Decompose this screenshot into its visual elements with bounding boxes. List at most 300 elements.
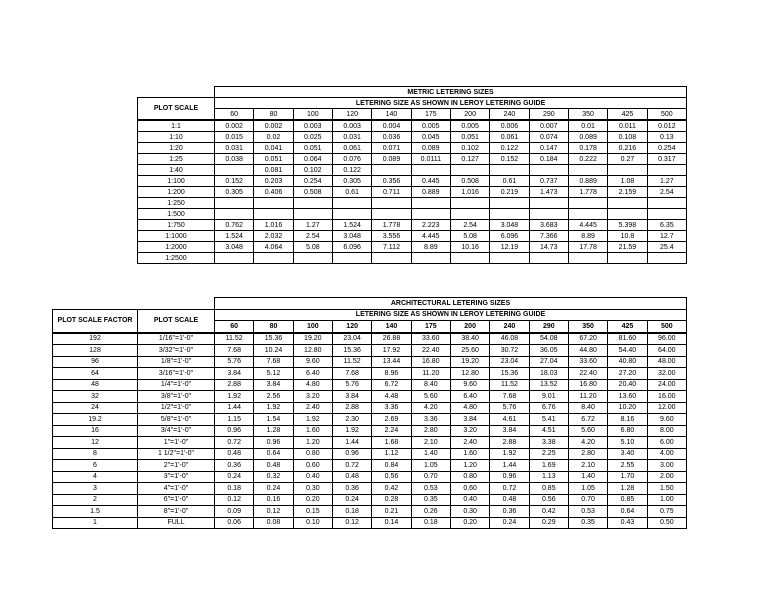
- arch-cell: 54.08: [529, 333, 568, 345]
- table-row: [138, 165, 687, 176]
- metric-cell: 2.54: [450, 220, 489, 231]
- metric-cell: 0.147: [529, 143, 568, 154]
- metric-cell: 0.711: [372, 187, 411, 198]
- arch-cell: 0.16: [254, 494, 293, 506]
- arch-cell: 1.15: [215, 414, 254, 426]
- arch-row-scale: 3"=1'-0": [138, 471, 215, 483]
- metric-cell: [215, 165, 254, 176]
- arch-cell: 0.96: [215, 425, 254, 437]
- arch-column-header: 80: [254, 321, 293, 333]
- metric-cell: 0.889: [568, 176, 607, 187]
- metric-column-header: 140: [372, 109, 411, 121]
- table-row: [53, 333, 687, 345]
- arch-cell: 19.20: [450, 356, 489, 368]
- arch-cell: 0.12: [215, 494, 254, 506]
- arch-cell: 0.48: [332, 471, 371, 483]
- metric-cell: 0.002: [254, 120, 293, 132]
- metric-cell: 2.223: [411, 220, 450, 231]
- arch-cell: 1.12: [372, 448, 411, 460]
- arch-cell: 18.03: [529, 368, 568, 380]
- arch-row-scale: 8"=1'-0": [138, 506, 215, 518]
- arch-cell: 0.96: [332, 448, 371, 460]
- metric-cell: 14.73: [529, 242, 568, 253]
- arch-cell: 1.05: [411, 460, 450, 472]
- arch-cell: 0.36: [215, 460, 254, 472]
- arch-cell: 4.80: [450, 402, 489, 414]
- arch-cell: 1.60: [450, 448, 489, 460]
- arch-cell: 0.24: [490, 517, 529, 529]
- arch-column-header: 120: [332, 321, 371, 333]
- metric-cell: 0.038: [215, 154, 254, 165]
- arch-cell: 12.00: [647, 402, 686, 414]
- table-row: [138, 154, 687, 165]
- table-row: [53, 506, 687, 518]
- arch-cell: 0.42: [529, 506, 568, 518]
- metric-column-header: 100: [293, 109, 332, 121]
- arch-cell: 3.84: [254, 379, 293, 391]
- arch-cell: 0.30: [450, 506, 489, 518]
- arch-cell: 0.15: [293, 506, 332, 518]
- arch-cell: 13.52: [529, 379, 568, 391]
- arch-column-header: 500: [647, 321, 686, 333]
- arch-cell: 13.44: [372, 356, 411, 368]
- arch-row-factor: 8: [53, 448, 138, 460]
- arch-cell: 32.00: [647, 368, 686, 380]
- metric-column-header: 500: [647, 109, 686, 121]
- table-row: [138, 231, 687, 242]
- metric-cell: 3.556: [372, 231, 411, 242]
- arch-row-scale: 1/2"=1'-0": [138, 402, 215, 414]
- arch-cell: 36.05: [529, 345, 568, 357]
- arch-cell: 1.00: [647, 494, 686, 506]
- arch-row-factor: 19.2: [53, 414, 138, 426]
- metric-cell: 0.003: [332, 120, 371, 132]
- arch-cell: 0.26: [411, 506, 450, 518]
- metric-cell: [608, 209, 647, 220]
- arch-cell: 0.43: [608, 517, 647, 529]
- arch-cell: 0.14: [372, 517, 411, 529]
- arch-cell: 19.20: [293, 333, 332, 345]
- arch-cell: 1.92: [254, 402, 293, 414]
- metric-cell: 0.012: [647, 120, 686, 132]
- arch-cell: 0.12: [254, 506, 293, 518]
- metric-cell: [647, 198, 686, 209]
- arch-cell: 5.76: [490, 402, 529, 414]
- metric-cell: 5.398: [608, 220, 647, 231]
- arch-cell: 0.36: [490, 506, 529, 518]
- arch-cell: 10.20: [608, 402, 647, 414]
- arch-cell: 3.84: [450, 414, 489, 426]
- metric-cell: 0.178: [568, 143, 607, 154]
- arch-cell: 0.60: [293, 460, 332, 472]
- arch-cell: 6.00: [647, 437, 686, 449]
- metric-cell: 2.54: [647, 187, 686, 198]
- metric-column-header: 350: [568, 109, 607, 121]
- table-row: [138, 187, 687, 198]
- metric-cell: 0.045: [411, 132, 450, 143]
- metric-cell: 2.032: [254, 231, 293, 242]
- metric-cell: 0.508: [293, 187, 332, 198]
- arch-plot-scale-factor-header: PLOT SCALE FACTOR: [53, 309, 138, 333]
- metric-row-scale: 1:200: [138, 187, 215, 198]
- arch-cell: 5.60: [568, 425, 607, 437]
- arch-cell: 7.68: [332, 368, 371, 380]
- metric-cell: 0.041: [254, 143, 293, 154]
- metric-row-scale: 1:10: [138, 132, 215, 143]
- arch-cell: 7.68: [215, 345, 254, 357]
- metric-column-header: 290: [529, 109, 568, 121]
- arch-cell: 12.80: [293, 345, 332, 357]
- arch-cell: 2.10: [411, 437, 450, 449]
- arch-cell: 9.01: [529, 391, 568, 403]
- arch-cell: 33.60: [411, 333, 450, 345]
- arch-cell: 0.72: [215, 437, 254, 449]
- arch-row-scale: 3/4"=1'-0": [138, 425, 215, 437]
- arch-column-header: 175: [411, 321, 450, 333]
- arch-cell: 0.60: [450, 483, 489, 495]
- arch-cell: 3.38: [529, 437, 568, 449]
- metric-cell: [647, 165, 686, 176]
- arch-cell: 9.60: [647, 414, 686, 426]
- metric-cell: [608, 253, 647, 264]
- metric-cell: 3.048: [490, 220, 529, 231]
- arch-cell: 0.18: [332, 506, 371, 518]
- arch-cell: 2.00: [647, 471, 686, 483]
- arch-cell: 0.80: [293, 448, 332, 460]
- arch-cell: 6.40: [293, 368, 332, 380]
- arch-cell: 7.68: [490, 391, 529, 403]
- metric-cell: 0.081: [254, 165, 293, 176]
- arch-cell: 4.20: [411, 402, 450, 414]
- arch-row-factor: 128: [53, 345, 138, 357]
- metric-cell: [332, 253, 371, 264]
- metric-cell: [215, 253, 254, 264]
- arch-cell: 3.84: [332, 391, 371, 403]
- metric-cell: [372, 165, 411, 176]
- arch-cell: 0.56: [372, 471, 411, 483]
- arch-cell: 0.85: [529, 483, 568, 495]
- metric-row-scale: 1:40: [138, 165, 215, 176]
- arch-cell: 0.28: [372, 494, 411, 506]
- arch-cell: 6.72: [568, 414, 607, 426]
- table-row: [53, 471, 687, 483]
- metric-cell: [647, 209, 686, 220]
- metric-cell: [529, 209, 568, 220]
- metric-cell: 1.524: [215, 231, 254, 242]
- metric-cell: 7.112: [372, 242, 411, 253]
- metric-cell: 3.048: [215, 242, 254, 253]
- arch-cell: 1.44: [215, 402, 254, 414]
- table-row: [138, 242, 687, 253]
- metric-row-scale: 1:1000: [138, 231, 215, 242]
- arch-cell: 1.60: [293, 425, 332, 437]
- arch-cell: 6.72: [372, 379, 411, 391]
- table-row: [53, 517, 687, 529]
- arch-cell: 0.48: [490, 494, 529, 506]
- table-row: [53, 437, 687, 449]
- arch-cell: 3.36: [411, 414, 450, 426]
- arch-cell: 2.80: [568, 448, 607, 460]
- arch-cell: 27.04: [529, 356, 568, 368]
- arch-cell: 1.28: [608, 483, 647, 495]
- arch-cell: 16.80: [411, 356, 450, 368]
- arch-cell: 6.80: [608, 425, 647, 437]
- metric-cell: 0.051: [450, 132, 489, 143]
- arch-row-scale: 1/8"=1'-0": [138, 356, 215, 368]
- metric-cell: 4.445: [568, 220, 607, 231]
- arch-cell: 0.75: [647, 506, 686, 518]
- table-row: [53, 379, 687, 391]
- arch-cell: 2.24: [372, 425, 411, 437]
- metric-cell: 0.025: [293, 132, 332, 143]
- arch-cell: 3.84: [215, 368, 254, 380]
- metric-cell: [215, 209, 254, 220]
- metric-cell: [372, 253, 411, 264]
- metric-cell: 0.031: [332, 132, 371, 143]
- metric-cell: [568, 198, 607, 209]
- metric-cell: 0.305: [215, 187, 254, 198]
- metric-cell: [254, 198, 293, 209]
- metric-cell: [254, 253, 293, 264]
- metric-cell: 7.366: [529, 231, 568, 242]
- metric-cell: 0.216: [608, 143, 647, 154]
- metric-cell: 1.778: [568, 187, 607, 198]
- metric-cell: [608, 165, 647, 176]
- metric-cell: 0.406: [254, 187, 293, 198]
- arch-cell: 0.53: [411, 483, 450, 495]
- arch-cell: 1.40: [411, 448, 450, 460]
- arch-row-factor: 48: [53, 379, 138, 391]
- metric-cell: 1.473: [529, 187, 568, 198]
- metric-cell: 4.064: [254, 242, 293, 253]
- metric-cell: [529, 165, 568, 176]
- metric-cell: 2.159: [608, 187, 647, 198]
- arch-cell: 48.00: [647, 356, 686, 368]
- table-row: [138, 253, 687, 264]
- arch-row-factor: 4: [53, 471, 138, 483]
- metric-cell: 0.006: [490, 120, 529, 132]
- metric-row-scale: 1:25: [138, 154, 215, 165]
- metric-cell: 0.317: [647, 154, 686, 165]
- arch-cell: 8.16: [608, 414, 647, 426]
- arch-cell: 11.52: [332, 356, 371, 368]
- metric-cell: [293, 209, 332, 220]
- arch-plot-scale-header: PLOT SCALE: [138, 309, 215, 333]
- metric-cell: 8.89: [411, 242, 450, 253]
- metric-cell: [293, 253, 332, 264]
- arch-row-scale: 1 1/2"=1'-0": [138, 448, 215, 460]
- metric-cell: 0.356: [372, 176, 411, 187]
- arch-cell: 23.04: [490, 356, 529, 368]
- arch-cell: 9.60: [450, 379, 489, 391]
- arch-cell: 15.36: [254, 333, 293, 345]
- arch-row-scale: 2"=1'-0": [138, 460, 215, 472]
- arch-row-factor: 24: [53, 402, 138, 414]
- metric-cell: 6.096: [490, 231, 529, 242]
- metric-cell: 0.122: [490, 143, 529, 154]
- metric-cell: [293, 198, 332, 209]
- arch-cell: 0.29: [529, 517, 568, 529]
- arch-empty-corner: [53, 298, 138, 310]
- metric-cell: 1.016: [254, 220, 293, 231]
- arch-cell: 5.76: [332, 379, 371, 391]
- arch-cell: 1.70: [608, 471, 647, 483]
- arch-column-header: 290: [529, 321, 568, 333]
- arch-column-header: 240: [490, 321, 529, 333]
- arch-cell: 2.88: [490, 437, 529, 449]
- metric-lettering-table: [137, 86, 687, 264]
- arch-cell: 0.84: [372, 460, 411, 472]
- metric-cell: 0.254: [647, 143, 686, 154]
- metric-cell: 0.108: [608, 132, 647, 143]
- arch-cell: 1.44: [490, 460, 529, 472]
- metric-cell: [411, 198, 450, 209]
- table-row: [138, 176, 687, 187]
- metric-cell: 6.35: [647, 220, 686, 231]
- metric-cell: [529, 198, 568, 209]
- arch-cell: 0.70: [411, 471, 450, 483]
- metric-cell: 0.737: [529, 176, 568, 187]
- architectural-lettering-table: [52, 297, 687, 529]
- arch-row-factor: 192: [53, 333, 138, 345]
- arch-cell: 3.00: [647, 460, 686, 472]
- metric-column-header: 200: [450, 109, 489, 121]
- table-row: [53, 460, 687, 472]
- metric-cell: [411, 165, 450, 176]
- arch-row-scale: 1/16"=1'-0": [138, 333, 215, 345]
- arch-cell: 1.92: [332, 425, 371, 437]
- table-row: [138, 198, 687, 209]
- metric-cell: 0.762: [215, 220, 254, 231]
- arch-cell: 4.51: [529, 425, 568, 437]
- table-row: [53, 448, 687, 460]
- arch-cell: 1.05: [568, 483, 607, 495]
- arch-row-scale: FULL: [138, 517, 215, 529]
- metric-column-header: 60: [215, 109, 254, 121]
- metric-title: METRIC LETERING SIZES: [215, 87, 687, 98]
- metric-cell: [450, 253, 489, 264]
- metric-cell: 0.011: [608, 120, 647, 132]
- arch-cell: 4.00: [647, 448, 686, 460]
- metric-cell: 0.184: [529, 154, 568, 165]
- metric-cell: [490, 198, 529, 209]
- arch-cell: 1.40: [568, 471, 607, 483]
- arch-cell: 8.40: [411, 379, 450, 391]
- metric-cell: [450, 165, 489, 176]
- metric-cell: 0.005: [450, 120, 489, 132]
- arch-cell: 8.96: [372, 368, 411, 380]
- arch-cell: 3.20: [450, 425, 489, 437]
- arch-cell: 5.41: [529, 414, 568, 426]
- arch-cell: 33.60: [568, 356, 607, 368]
- metric-cell: 10.8: [608, 231, 647, 242]
- arch-row-scale: 3/8"=1'-0": [138, 391, 215, 403]
- metric-row-scale: 1:250: [138, 198, 215, 209]
- arch-cell: 2.88: [215, 379, 254, 391]
- arch-cell: 1.44: [332, 437, 371, 449]
- arch-cell: 81.60: [608, 333, 647, 345]
- arch-row-scale: 3/32"=1'-0": [138, 345, 215, 357]
- arch-cell: 1.92: [215, 391, 254, 403]
- metric-column-header: 175: [411, 109, 450, 121]
- arch-cell: 4.48: [372, 391, 411, 403]
- table-row: [138, 120, 687, 132]
- arch-cell: 96.00: [647, 333, 686, 345]
- arch-cell: 2.88: [332, 402, 371, 414]
- table-row: [53, 356, 687, 368]
- metric-cell: 0.007: [529, 120, 568, 132]
- table-row: [53, 402, 687, 414]
- arch-row-factor: 3: [53, 483, 138, 495]
- arch-cell: 5.10: [608, 437, 647, 449]
- arch-cell: 0.85: [608, 494, 647, 506]
- arch-cell: 0.30: [293, 483, 332, 495]
- metric-cell: 12.19: [490, 242, 529, 253]
- metric-cell: 0.002: [215, 120, 254, 132]
- metric-cell: 5.08: [450, 231, 489, 242]
- metric-cell: 0.02: [254, 132, 293, 143]
- arch-cell: 1.20: [450, 460, 489, 472]
- arch-cell: 0.40: [450, 494, 489, 506]
- metric-cell: 0.031: [215, 143, 254, 154]
- arch-cell: 5.76: [215, 356, 254, 368]
- metric-cell: [490, 253, 529, 264]
- arch-cell: 3.40: [608, 448, 647, 460]
- metric-cell: 0.13: [647, 132, 686, 143]
- metric-cell: 0.089: [568, 132, 607, 143]
- metric-cell: 4.445: [411, 231, 450, 242]
- metric-column-header: 240: [490, 109, 529, 121]
- metric-cell: [450, 209, 489, 220]
- metric-cell: [568, 253, 607, 264]
- arch-row-scale: 6"=1'-0": [138, 494, 215, 506]
- arch-cell: 0.36: [332, 483, 371, 495]
- arch-cell: 4.20: [568, 437, 607, 449]
- arch-cell: 0.09: [215, 506, 254, 518]
- arch-column-header: 425: [608, 321, 647, 333]
- arch-cell: 0.20: [450, 517, 489, 529]
- arch-column-header: 100: [293, 321, 332, 333]
- metric-cell: 0.61: [332, 187, 371, 198]
- metric-cell: 5.08: [293, 242, 332, 253]
- arch-cell: 0.08: [254, 517, 293, 529]
- arch-row-scale: 3/16"=1'-0": [138, 368, 215, 380]
- arch-cell: 0.50: [647, 517, 686, 529]
- metric-empty-corner: [138, 87, 215, 98]
- arch-row-scale: 1"=1'-0": [138, 437, 215, 449]
- table-row: [53, 494, 687, 506]
- arch-cell: 15.36: [332, 345, 371, 357]
- arch-cell: 0.18: [215, 483, 254, 495]
- arch-cell: 25.60: [450, 345, 489, 357]
- arch-cell: 2.25: [529, 448, 568, 460]
- arch-row-scale: 5/8"=1'-0": [138, 414, 215, 426]
- arch-cell: 2.69: [372, 414, 411, 426]
- metric-cell: 12.7: [647, 231, 686, 242]
- metric-cell: 1.27: [647, 176, 686, 187]
- table-row: [53, 414, 687, 426]
- arch-row-scale: 4"=1'-0": [138, 483, 215, 495]
- arch-cell: 64.00: [647, 345, 686, 357]
- table-row: [53, 391, 687, 403]
- metric-cell: 3.048: [332, 231, 371, 242]
- metric-cell: [372, 209, 411, 220]
- arch-cell: 15.36: [490, 368, 529, 380]
- metric-cell: 0.222: [568, 154, 607, 165]
- arch-cell: 24.00: [647, 379, 686, 391]
- metric-cell: [450, 198, 489, 209]
- metric-plot-scale-header: PLOT SCALE: [138, 98, 215, 121]
